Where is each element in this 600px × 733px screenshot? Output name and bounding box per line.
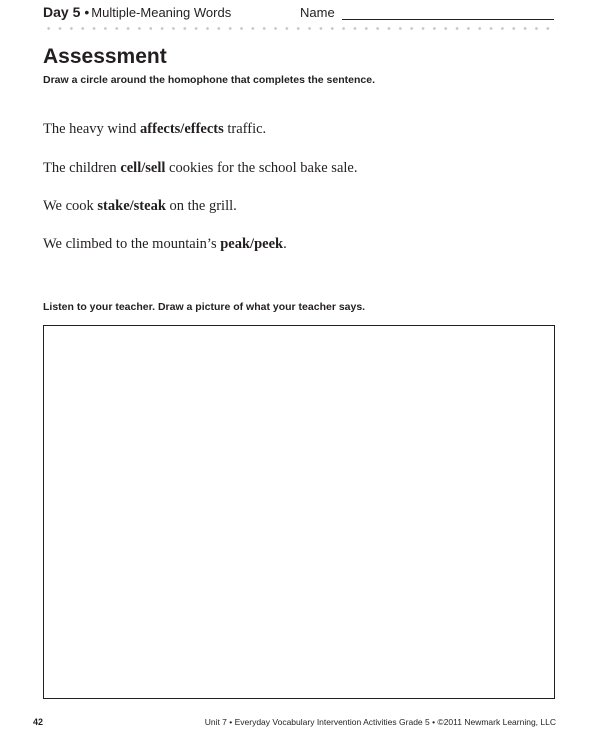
sentence-text: . [283,236,287,252]
sentence-text: We cook [43,198,98,214]
page-header [43,4,555,24]
homophone-choice: affects/effects [140,121,224,137]
sentence-text: The heavy wind [43,121,141,137]
page-number: 42 [33,717,44,727]
sentence-3 [43,198,237,215]
day-label: Day 5 [43,4,81,20]
sentence-text: cookies for the school bake sale. [165,160,358,176]
topic-label: Multiple-Meaning Words [91,5,232,20]
sentence-text: The children [43,160,121,176]
name-label: Name [300,5,335,20]
page-title: Assessment [43,45,167,68]
sentence-text: traffic. [223,121,267,137]
homophone-choice: stake/steak [97,198,166,214]
homophone-choice: cell/sell [120,160,166,176]
sentence-4 [43,236,287,253]
homophone-choice: peak/peek [220,236,284,252]
sentence-text: on the grill. [165,198,237,214]
sentence-text: We climbed to the mountain’s [43,236,221,252]
footer-credit: Unit 7 • Everyday Vocabulary Intervention Activities Grade 5 • ©2011 Newmark Learning, LLC [204,717,556,727]
drawing-box [43,325,555,699]
day-heading [43,4,231,20]
dotted-divider [43,27,558,30]
name-line [342,19,554,20]
sentence-1 [43,121,266,138]
drawing-instructions: Listen to your teacher. Draw a picture of what your teacher says. [43,301,366,313]
sentence-2 [43,160,357,177]
circle-instructions: Draw a circle around the homophone that completes the sentence. [43,74,375,86]
header-bullet: • [84,4,90,20]
